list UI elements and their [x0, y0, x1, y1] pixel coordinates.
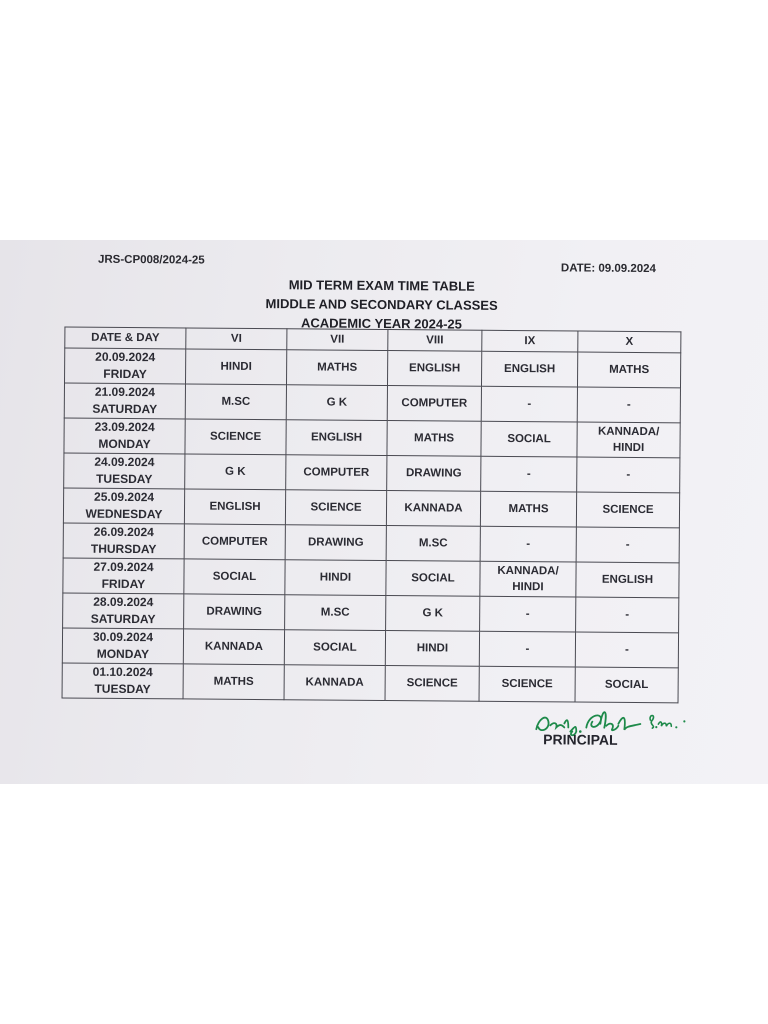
subject-cell — [480, 491, 576, 527]
subject-name: SCIENCE — [406, 677, 458, 690]
exam-day: SATURDAY — [92, 401, 158, 417]
subject-cell — [481, 421, 577, 457]
subject-name: HINDI — [612, 441, 645, 455]
subject-name: MATHS — [317, 361, 358, 374]
subject-cell — [576, 562, 679, 598]
subject-name: ENGLISH — [409, 362, 461, 375]
subject-cell — [284, 665, 385, 701]
subject-name: HINDI — [220, 360, 252, 373]
subject-cell — [575, 667, 678, 703]
date-day-cell — [62, 663, 183, 699]
subject-name: M.SC — [221, 395, 251, 408]
date-day-cell — [63, 558, 184, 594]
exam-date: 20.09.2024 — [95, 349, 156, 365]
date-day-cell — [64, 418, 185, 454]
exam-day: FRIDAY — [103, 366, 147, 382]
subject-cell — [184, 489, 285, 525]
date-day-cell — [63, 523, 184, 559]
subject-name: - — [625, 608, 630, 621]
subject-name: MATHS — [508, 502, 549, 516]
subject-cell — [387, 421, 481, 457]
table-row — [62, 628, 678, 668]
subject-name: - — [626, 398, 631, 411]
exam-date: 30.09.2024 — [92, 629, 154, 645]
subject-cell — [479, 631, 575, 667]
subject-cell — [185, 419, 286, 455]
date-day-cell — [63, 593, 184, 629]
subject-cell — [184, 594, 285, 630]
exam-day: MONDAY — [96, 646, 150, 662]
subject-name: COMPUTER — [401, 397, 468, 410]
subject-cell — [387, 456, 481, 492]
subject-cell — [185, 454, 286, 490]
table-body — [62, 348, 681, 703]
subject-name: KANNADA/ — [497, 564, 559, 578]
date-day-cell — [63, 488, 184, 524]
subject-name: SOCIAL — [411, 572, 455, 585]
subject-cell — [285, 560, 386, 596]
subject-name: COMPUTER — [201, 535, 268, 549]
table-row — [63, 523, 679, 563]
header-class: X — [578, 331, 681, 353]
timetable-sheet — [0, 240, 768, 784]
signatory-label: PRINCIPAL — [543, 731, 618, 748]
subject-name: SCIENCE — [209, 430, 262, 444]
exam-day: FRIDAY — [101, 576, 146, 592]
subject-name: HINDI — [512, 581, 544, 594]
subject-name: DRAWING — [307, 536, 364, 549]
subject-cell — [480, 526, 576, 562]
subject-cell — [286, 420, 387, 456]
subject-cell — [386, 491, 480, 527]
subject-name: - — [624, 643, 629, 656]
subject-cell — [479, 666, 575, 702]
subject-name: COMPUTER — [303, 466, 370, 479]
exam-date: 26.09.2024 — [93, 524, 154, 540]
subject-cell — [286, 455, 387, 491]
exam-day: THURSDAY — [90, 541, 157, 557]
subject-name: SOCIAL — [212, 570, 257, 583]
reference-code: JRS-CP008/2024-25 — [97, 253, 205, 267]
subject-name: DRAWING — [405, 467, 462, 480]
exam-day: WEDNESDAY — [85, 506, 163, 522]
subject-cell — [184, 559, 285, 595]
subject-name: SOCIAL — [507, 432, 551, 446]
subject-name: MATHS — [414, 432, 455, 445]
subject-name: KANNADA — [305, 676, 364, 689]
header-date-day: DATE & DAY — [65, 327, 186, 349]
subject-name: M.SC — [418, 537, 448, 550]
exam-date: 24.09.2024 — [94, 454, 155, 470]
subject-name: KANNADA — [204, 640, 264, 654]
subject-name: - — [525, 643, 530, 656]
subject-cell — [184, 524, 285, 560]
subject-cell — [481, 386, 577, 422]
table-row — [63, 558, 679, 598]
exam-timetable — [62, 326, 682, 703]
subject-cell — [185, 384, 286, 420]
subject-cell — [576, 492, 679, 528]
subject-name: ENGLISH — [504, 362, 556, 376]
subject-cell — [386, 596, 480, 632]
subject-name: ENGLISH — [209, 500, 261, 514]
table-row — [63, 488, 679, 528]
exam-date: 25.09.2024 — [94, 489, 155, 505]
subject-name: ENGLISH — [601, 573, 654, 587]
header-class: IX — [482, 330, 578, 352]
exam-date: 01.10.2024 — [92, 664, 153, 680]
exam-date: 21.09.2024 — [94, 384, 156, 400]
subject-name: SCIENCE — [310, 501, 362, 514]
subject-name: G K — [225, 465, 246, 478]
date-day-cell — [65, 348, 186, 384]
subject-name: SCIENCE — [501, 677, 553, 691]
exam-day: TUESDAY — [96, 471, 153, 487]
header-class: VIII — [388, 330, 482, 352]
subject-name: MATHS — [213, 675, 254, 688]
subject-name: MATHS — [609, 363, 650, 377]
subject-name: - — [625, 538, 630, 551]
subject-cell — [386, 561, 480, 597]
subject-cell — [481, 456, 577, 492]
subject-name: SOCIAL — [604, 678, 649, 692]
subject-cell — [480, 596, 576, 632]
subject-cell — [385, 666, 479, 702]
table-row — [65, 348, 681, 388]
subject-cell — [387, 351, 481, 387]
subject-cell — [575, 632, 678, 668]
subject-cell — [385, 631, 479, 667]
exam-date: 27.09.2024 — [93, 559, 154, 575]
subject-name: - — [526, 468, 531, 481]
subject-name: - — [525, 608, 530, 621]
subject-name: M.SC — [320, 606, 350, 619]
subject-name: KANNADA — [404, 502, 463, 515]
page-title: MID TERM EXAM TIME TABLE — [288, 277, 475, 294]
subject-cell — [183, 664, 284, 700]
exam-date: 28.09.2024 — [93, 594, 154, 610]
subject-name: HINDI — [319, 571, 352, 584]
subject-name: - — [526, 538, 531, 551]
subject-cell — [286, 385, 387, 421]
subject-name: HINDI — [416, 642, 449, 655]
subject-cell — [576, 597, 679, 633]
header-class: VII — [287, 329, 388, 351]
subject-cell — [386, 526, 480, 562]
subject-name: - — [626, 468, 631, 481]
date-day-cell — [62, 628, 183, 664]
subject-cell — [185, 349, 286, 385]
exam-day: MONDAY — [98, 436, 151, 452]
subject-name: G K — [422, 607, 443, 620]
academic-year: ACADEMIC YEAR 2024-25 — [300, 315, 462, 332]
document-date: DATE: 09.09.2024 — [560, 262, 657, 276]
subject-cell — [286, 350, 387, 386]
subject-cell — [577, 457, 680, 493]
subject-cell — [285, 490, 386, 526]
date-day-cell — [64, 383, 185, 419]
table-row — [64, 383, 680, 423]
subject-cell — [576, 527, 679, 563]
subject-name: SOCIAL — [313, 641, 357, 654]
subject-name: - — [527, 398, 532, 411]
exam-day: TUESDAY — [94, 681, 151, 697]
exam-day: SATURDAY — [90, 611, 156, 627]
table-row — [64, 453, 680, 493]
subject-cell — [285, 525, 386, 561]
exam-date: 23.09.2024 — [94, 419, 155, 435]
subject-cell — [481, 351, 577, 387]
document-photo — [0, 240, 768, 784]
subject-cell — [284, 630, 385, 666]
subject-name: G K — [326, 396, 348, 409]
table-row — [63, 593, 679, 633]
subject-cell — [577, 422, 680, 458]
subject-name: KANNADA/ — [597, 425, 660, 439]
title-block — [181, 274, 581, 334]
header-class: VI — [186, 328, 287, 350]
subject-name: DRAWING — [206, 605, 263, 619]
subject-name: SCIENCE — [602, 503, 654, 517]
page-subtitle: MIDDLE AND SECONDARY CLASSES — [265, 296, 498, 313]
table-row — [64, 418, 680, 458]
subject-cell — [577, 387, 680, 423]
table-row — [62, 663, 678, 703]
date-day-cell — [64, 453, 185, 489]
subject-cell — [285, 595, 386, 631]
subject-cell — [577, 352, 680, 388]
subject-name: ENGLISH — [310, 431, 363, 444]
subject-cell — [480, 561, 576, 597]
subject-cell — [183, 629, 284, 665]
subject-cell — [387, 386, 481, 422]
